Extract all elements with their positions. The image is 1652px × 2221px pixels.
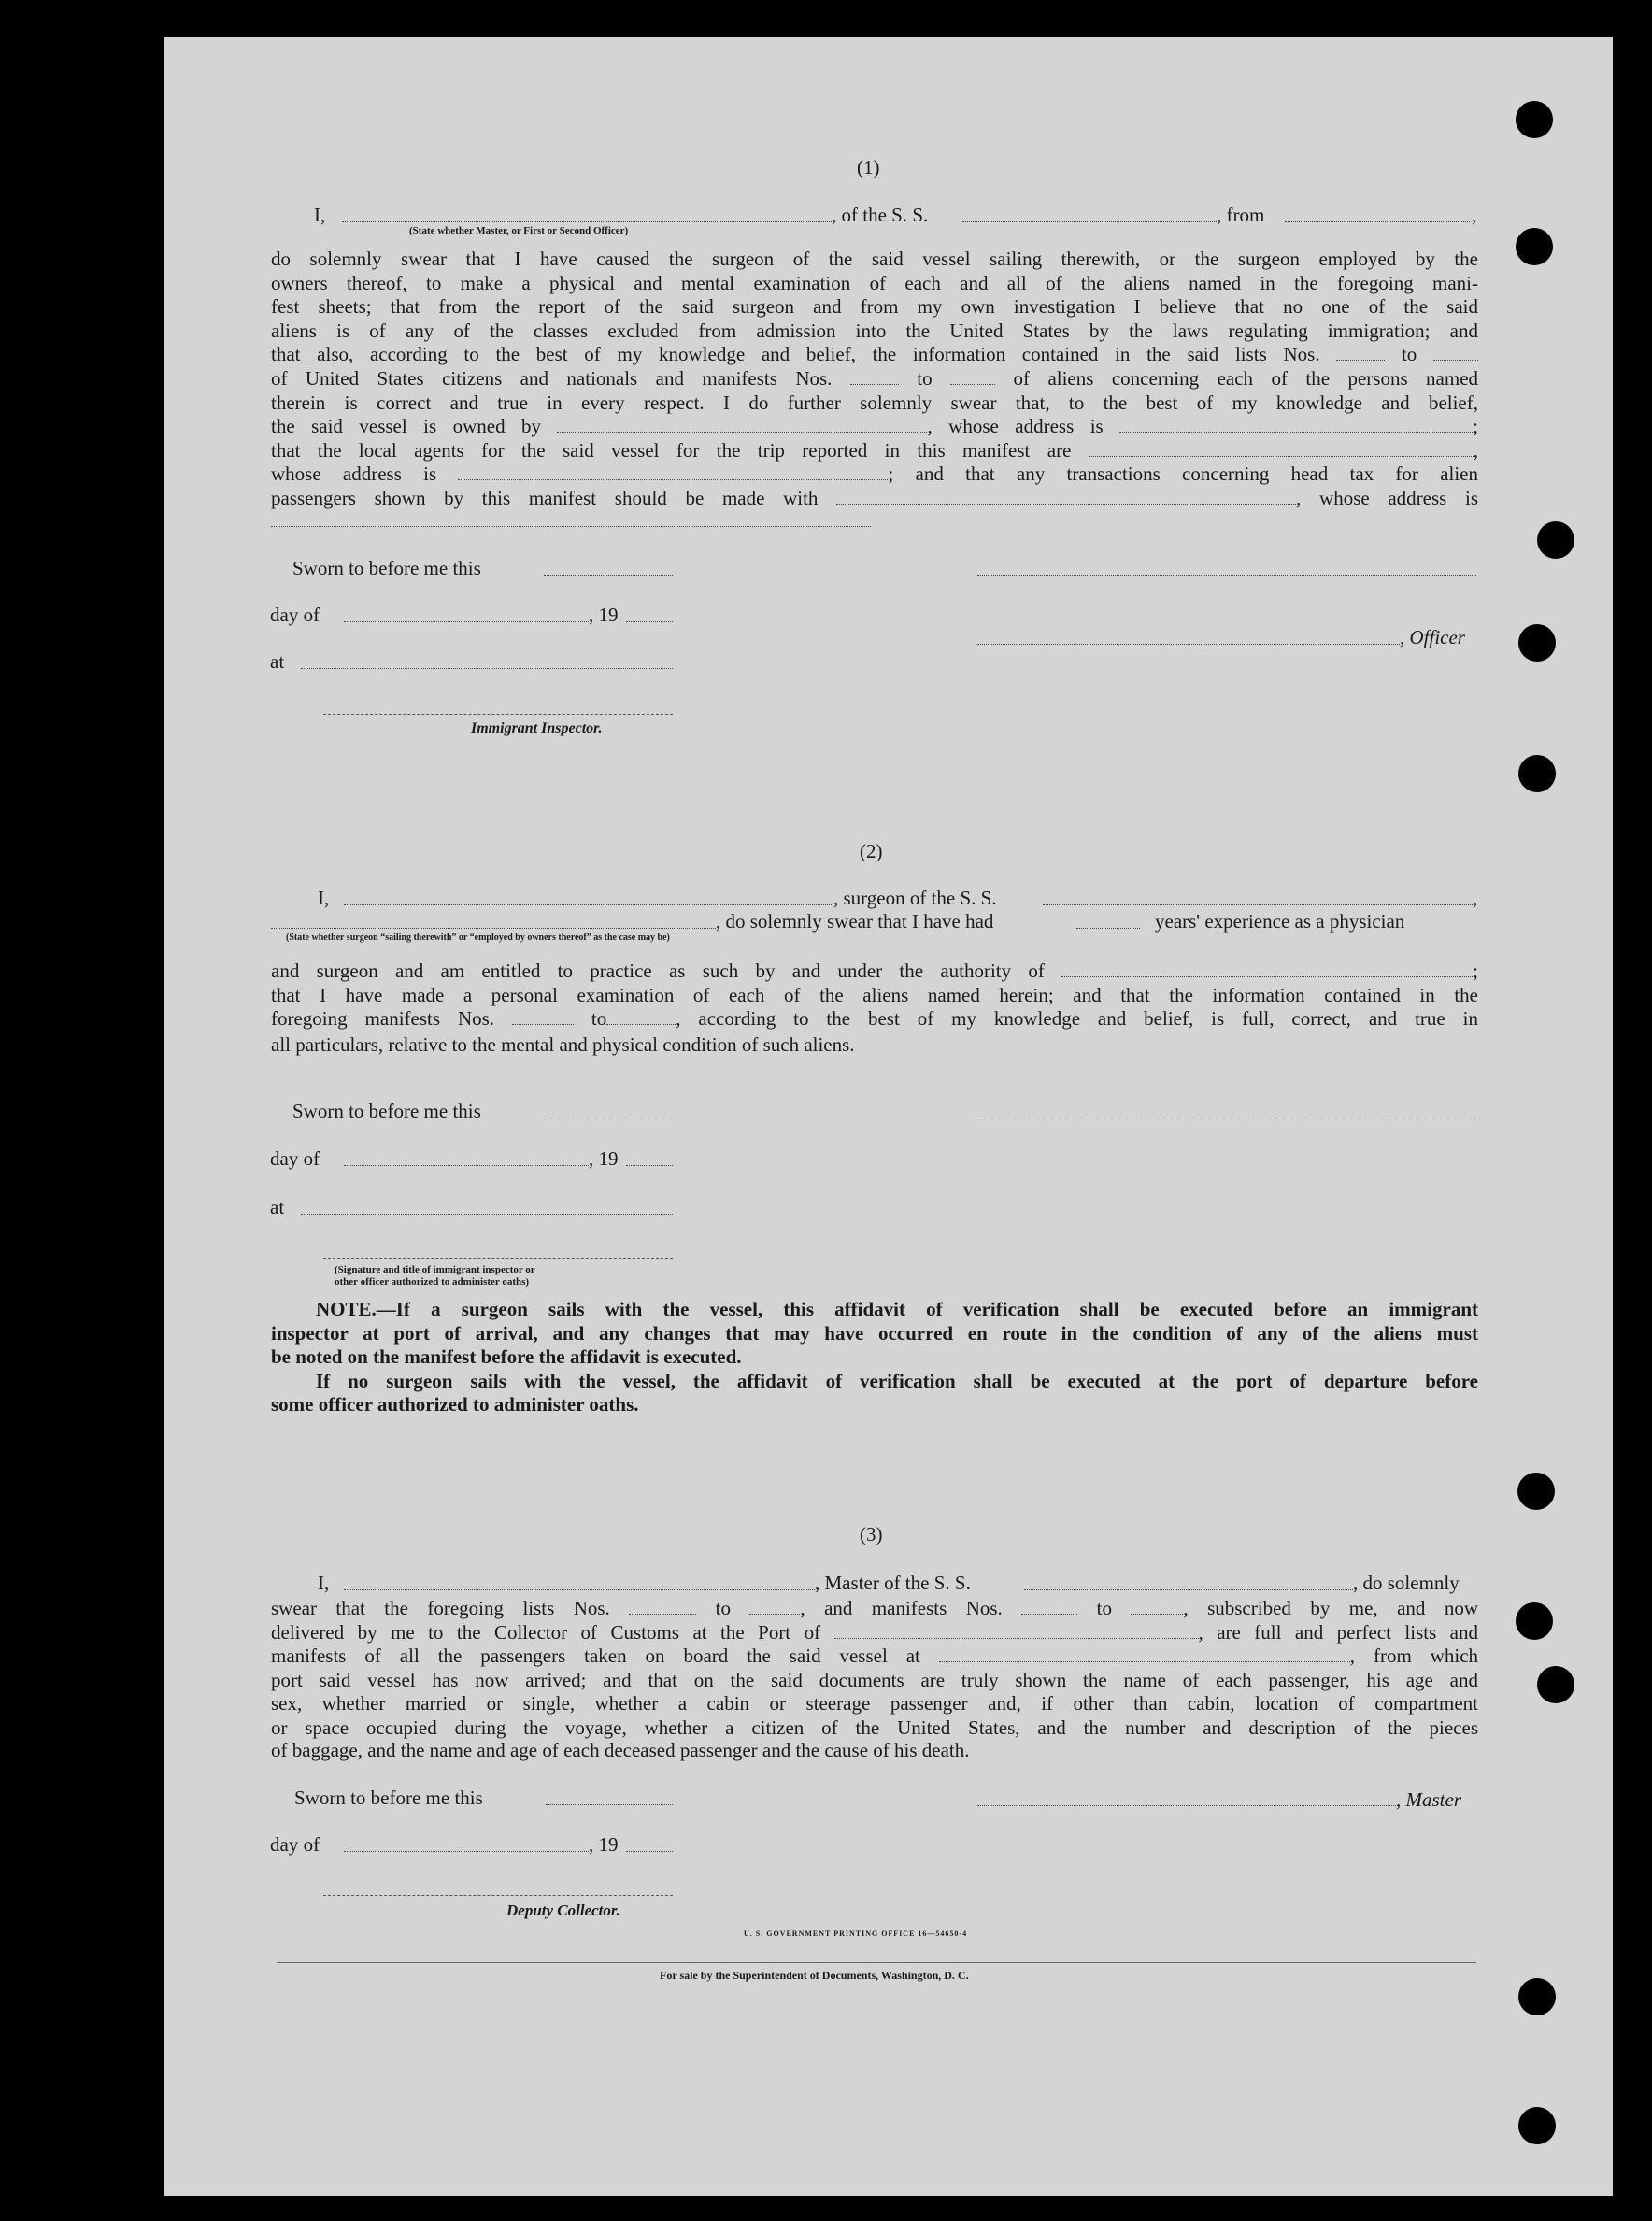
list-no-to-field[interactable] [749,1613,800,1615]
sworn-day-field[interactable] [546,1804,673,1805]
master-label: , Master [1396,1788,1461,1811]
port-from-field[interactable] [1285,221,1470,222]
line-text: of aliens concerning each of the persons named [1013,366,1479,390]
line-text: , from which [1349,1644,1479,1668]
years-experience-label: years' experience as a physician [1155,910,1405,933]
month-field[interactable] [344,1851,589,1852]
punch-hole-icon [1516,228,1553,265]
to-label: to [715,1597,731,1619]
officer-label: , Officer [1400,626,1465,648]
year-prefix: , 19 [589,604,619,626]
i-label: I, [318,887,330,909]
authority-field[interactable] [1061,975,1473,977]
year-field[interactable] [626,621,673,622]
at-label: at [270,1196,285,1218]
body-line: therein is correct and true in every respect. I do further solemnly swear that, to the best of my knowledge and belief, [271,391,1478,414]
sworn-day-field[interactable] [544,575,673,576]
body-line [271,1007,1478,1032]
punch-hole-icon [1537,1666,1574,1703]
semicolon: ; [1473,415,1479,438]
day-of-label: day of [270,604,320,626]
note-line: inspector at port of arrival, and any changes that may have occurred en route in the condition of any of the aliens must [271,1321,1478,1345]
semicolon: ; [1473,960,1479,982]
comma: , [1473,438,1479,462]
years-experience-field[interactable] [1076,928,1140,929]
sworn-label: Sworn to before me this [294,1787,483,1809]
line-text: and surgeon and am entitled to practice as such by and under the authority of [271,960,1045,982]
body-line [271,960,1478,984]
year-field[interactable] [626,1851,673,1852]
vessel-name-field[interactable] [962,221,1217,222]
line-text: of United States citizens and nationals and manifests Nos. [271,366,833,390]
surgeon-of-label: , surgeon of the S. S. [833,887,997,909]
year-field[interactable] [626,1165,673,1166]
manifest-no-from-field[interactable] [512,1023,574,1025]
master-vessel-field[interactable] [1024,1589,1353,1590]
swear-label: , do solemnly swear that I have had [716,910,994,933]
punch-hole-icon [1516,101,1553,138]
inspector-signature-line[interactable] [323,1258,673,1259]
officer-rank-field[interactable] [342,221,832,222]
body-line: that I have made a personal examination of each of the aliens named herein; and that the information contained in the [271,983,1478,1006]
line-text: foregoing manifests Nos. [271,1007,495,1031]
body-line [271,367,1478,392]
body-line [271,343,1478,367]
line-text: , subscribed by me, and now [1183,1597,1478,1619]
footer-rule [277,1962,1476,1963]
master-signature-line[interactable] [977,1805,1396,1806]
line-text: , whose address is [1296,486,1479,509]
line-text: swear that the foregoing lists Nos. [271,1597,610,1619]
note-line: NOTE.—If a surgeon sails with the vessel, this affidavit of verification shall be executed before an immigrant [316,1298,1478,1320]
deputy-signature-line[interactable] [323,1895,673,1896]
line-text: , whose address is [927,415,1104,438]
section-number-2: (2) [860,840,883,862]
punch-hole-icon [1518,755,1556,792]
to-label: to [1096,1597,1112,1619]
at-label: at [270,650,285,673]
officer-signature-line[interactable] [977,644,1400,645]
manifest-no-to-field[interactable] [950,383,995,385]
local-agents-field[interactable] [1089,455,1474,457]
punch-hole-icon [1537,521,1574,559]
body-line [271,1621,1478,1645]
owner-address-field[interactable] [1119,431,1473,433]
master-of-label: , Master of the S. S. [815,1572,971,1594]
punch-hole-icon [1516,1602,1553,1640]
list-no-from-field[interactable] [629,1613,696,1615]
year-prefix: , 19 [589,1833,619,1856]
section-number-3: (3) [860,1523,883,1545]
punch-hole-icon [1518,624,1556,662]
head-tax-agent-field[interactable] [836,503,1296,505]
body-line [271,463,1478,487]
signature-hint-line1: (Signature and title of immigrant inspector or [335,1264,535,1275]
printing-office-imprint: U. S. GOVERNMENT PRINTING OFFICE 16—54650-4 [744,1929,968,1938]
head-tax-address-field[interactable] [271,526,871,527]
line-text: , and manifests Nos. [800,1597,1003,1619]
agents-address-field[interactable] [458,478,888,480]
line-text: ; and that any transactions concerning head tax for alien [888,463,1478,486]
section2-body [271,960,1478,1032]
note-block [271,1298,1478,1417]
body-line: or space occupied during the voyage, whether a citizen of the United States, and the number and description of the pieces [271,1716,1478,1739]
body-line: do solemnly swear that I have caused the surgeon of the said vessel sailing therewith, or the surgeon employed by the [271,248,1478,270]
body-line [271,439,1478,463]
list-no-from-field[interactable] [1336,359,1385,361]
master-name-field[interactable] [344,1589,815,1590]
note-line: some officer authorized to administer oaths. [271,1393,639,1417]
section1-body [271,248,1478,511]
master-signature-line[interactable] [977,575,1476,576]
sale-notice: For sale by the Superintendent of Documents, Washington, D. C. [660,1969,969,1982]
punch-hole-icon [1517,1473,1555,1510]
body-line-last: all particulars, relative to the mental and physical condition of such aliens. [271,1033,855,1056]
port-field[interactable] [834,1637,1199,1639]
sworn-label: Sworn to before me this [292,557,481,579]
line-text: , according to the best of my knowledge and belief, is full, correct, and true in [676,1007,1478,1031]
line-end-comma: , [1472,204,1477,226]
surgeon-name-field[interactable] [344,904,833,905]
officer-rank-hint: (State whether Master, or First or Second Officer) [409,225,629,236]
line-text: whose address is [271,463,437,486]
place-field[interactable] [301,1214,673,1215]
to-label: to [591,1007,607,1031]
i-label: I, [318,1572,330,1594]
body-line: owners thereof, to make a physical and mental examination of each and all of the aliens named in the foregoing mani- [271,271,1478,294]
embarkation-port-field[interactable] [939,1660,1350,1662]
surgeon-vessel-field[interactable] [1043,904,1473,905]
body-line [271,1644,1478,1669]
section-number-1: (1) [857,156,880,178]
month-field[interactable] [344,621,589,622]
body-line [271,415,1478,439]
body-line: port said vessel has now arrived; and that on the said documents are truly shown the name of each passenger, his age and [271,1668,1478,1691]
to-label: to [917,366,933,390]
line-text: that also, according to the best of my knowledge and belief, the information contained in the said lists Nos. [271,343,1320,366]
vessel-owner-field[interactable] [557,431,927,433]
line-text: passengers shown by this manifest should be made with [271,486,819,509]
place-field[interactable] [301,668,673,669]
from-label: , from [1217,204,1265,226]
body-line: fest sheets; that from the report of the said surgeon and from my own investigation I believe that no one of the said [271,295,1478,319]
manifest-no-from-field[interactable] [1021,1613,1077,1615]
note-line: If no surgeon sails with the vessel, the affidavit of verification shall be executed at the port of departure before [316,1369,1478,1392]
year-prefix: , 19 [589,1147,619,1170]
surgeon-status-field[interactable] [271,928,716,929]
signature-hint-line2: other officer authorized to administer oaths) [335,1276,530,1288]
body-line-last: of baggage, and the name and age of each deceased passenger and the cause of his death. [271,1739,970,1761]
line-end-comma: , [1473,887,1478,909]
manifest-no-from-field[interactable] [850,383,899,385]
deputy-collector-label: Deputy Collector. [506,1901,620,1919]
list-no-to-field[interactable] [1433,359,1478,361]
i-label: I, [314,204,326,226]
punch-hole-icon [1518,2107,1556,2144]
body-line [271,1597,1478,1621]
punch-hole-icon [1518,1978,1556,2015]
body-line: sex, whether married or single, whether a cabin or steerage passenger and, if other than cabin, location of compartment [271,1692,1478,1716]
line-text: that the local agents for the said vessel for the trip reported in this manifest are [271,438,1072,462]
line-text: delivered by me to the Collector of Customs at the Port of [271,1620,821,1644]
sworn-label: Sworn to before me this [292,1100,481,1122]
inspector-signature-line[interactable] [323,714,673,715]
day-of-label: day of [270,1147,320,1170]
month-field[interactable] [344,1165,589,1166]
line-text: manifests of all the passengers taken on board the said vessel at [271,1644,920,1668]
to-label: to [1401,343,1417,366]
line-text: , are full and perfect lists and [1198,1620,1479,1644]
manifest-no-to-field[interactable] [606,1023,676,1025]
section3-body [271,1597,1478,1741]
line-text: the said vessel is owned by [271,415,542,438]
note-line: be noted on the manifest before the affidavit is executed. [271,1345,742,1369]
body-line [271,487,1478,511]
day-of-label: day of [270,1833,320,1856]
surgeon-status-hint: (State whether surgeon “sailing therewith” or “employed by owners thereof” as the case may be) [286,933,670,943]
manifest-no-to-field[interactable] [1131,1613,1183,1615]
inspector-label: Immigrant Inspector. [471,720,603,736]
of-ss-label: , of the S. S. [832,204,929,226]
do-solemnly-label: , do solemnly [1353,1572,1460,1594]
body-line: aliens is of any of the classes excluded from admission into the United States by the laws regulating immigration; and [271,319,1478,342]
